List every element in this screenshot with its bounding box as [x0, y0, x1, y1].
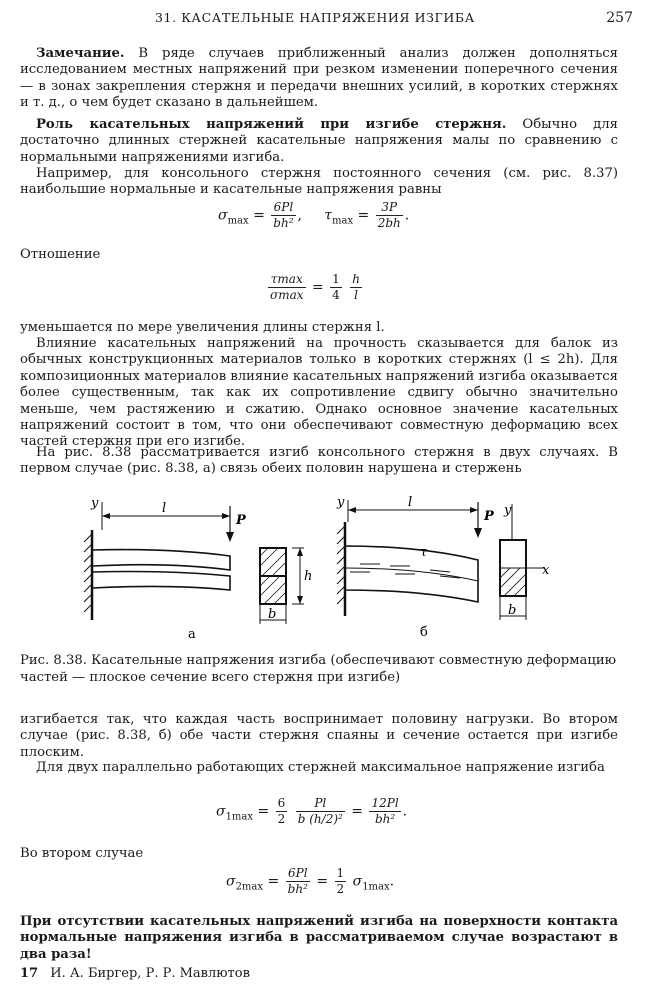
- force-label-b: P: [484, 509, 494, 524]
- signature-number: 17: [20, 966, 39, 981]
- case-b-diagram: [336, 495, 550, 640]
- ratio-label: Отношение: [20, 247, 101, 262]
- length-label-a: l: [162, 501, 167, 516]
- width-label-b: b: [508, 603, 517, 618]
- formula-ratio: τmax σmax = $\frac{1}{4}$ $\frac{h}{l}$: [270, 272, 360, 302]
- paragraph-figure-ref: На рис. 8.38 рассматривается изгиб консольного стержня в двух случаях. В первом случае (рис. 8.38, а) связь обеих половин нарушена и стержень: [20, 445, 618, 477]
- footer: [20, 966, 250, 981]
- formula-sigma2: $\sigma_{2max}$ = $\frac{6Pl}{\text{bh²}}$ = $\frac{1}{2}$ $\sigma_{1max}$.: [226, 866, 395, 896]
- paragraph-example: Например, для консольного стержня постоянного сечения (см. рис. 8.37) наибольшие нормальные и касательные напряжения равны: [20, 166, 618, 198]
- y-axis-label-a: y: [91, 496, 99, 511]
- paragraph-parallel: Для двух параллельно работающих стержней максимальное напряжение изгиба: [36, 760, 605, 775]
- width-label-a: b: [268, 607, 277, 622]
- paragraph-decreases: уменьшается по мере увеличения длины стержня l.: [20, 320, 385, 335]
- role-text: Обычно для достаточно длинных стержней касательные напряжения малы по сравнению с нормальными напряжениями изгиба.: [20, 117, 618, 165]
- length-label-b: l: [408, 495, 413, 510]
- case-label-b: б: [420, 625, 428, 640]
- role-paragraph: [20, 117, 618, 166]
- y-axis-label-b2: y: [504, 503, 512, 518]
- case-a-diagram: [84, 496, 312, 640]
- authors: И. А. Биргер, Р. Р. Мавлютов: [50, 966, 250, 981]
- role-label: Роль касательных напряжений при изгибе стержня.: [36, 117, 507, 132]
- remark-paragraph: [20, 46, 618, 112]
- running-header: [0, 10, 655, 30]
- remark-label: Замечание.: [36, 46, 125, 61]
- formula-max-stresses: $\sigma_{max}$ = $\frac{6Pl}{\text{bh²}}$ , $\tau_{max}$ = $\frac{3P}{2bh}$ .: [218, 200, 410, 230]
- section-title: 31. КАСАТЕЛЬНЫЕ НАПРЯЖЕНИЯ ИЗГИБА: [155, 10, 475, 25]
- remark-text: В ряде случаев приближенный анализ должен дополняться исследованием местных напряжений при резком изменении поперечного сечения — в зонах закрепления стержня и передачи внешних усилий, в коротких стержнях и т. д., о чем будет сказано в дальнейшем.: [20, 46, 618, 111]
- tau-label: τ: [420, 545, 428, 560]
- figure-caption: Рис. 8.38. Касательные напряжения изгиба (обеспечивают совместную деформацию частей — плоское сечение всего стержня при изгибе): [20, 653, 617, 685]
- height-label-a: h: [304, 569, 313, 584]
- paragraph-bends: изгибается так, что каждая часть воспринимает половину нагрузки. Во втором случае (рис. 8.38, б) обе части стержня спаяны и сечение остается при изгибе плоским.: [20, 712, 618, 760]
- conclusion-paragraph: При отсутствии касательных напряжений изгиба на поверхности контакта нормальные напряжения изгиба в рассматриваемом случае возрастают в два раза!: [20, 914, 618, 962]
- formula-sigma1: $\sigma_{1max}$ = $\frac{6}{2}$ $\frac{Pl}{\text{b (h/2)²}}$ = $\frac{12Pl}{\text{bh²}}$ .: [216, 796, 408, 826]
- figure-8-38: [80, 490, 570, 640]
- page-number: 257: [606, 10, 633, 26]
- x-axis-label-b: x: [542, 563, 550, 578]
- y-axis-label-b: y: [337, 495, 345, 510]
- case-label-a: а: [188, 627, 196, 640]
- second-case-label: Во втором случае: [20, 846, 144, 861]
- force-label-a: P: [236, 513, 246, 528]
- paragraph-influence: Влияние касательных напряжений на прочность сказывается для балок из обычных конструкционных материалов только в коротких стержнях (l ≤ 2h). Для композиционных материалов влияние касательных напряжений изгиба оказывается более существенным, так как их сопротивление сдвигу обычно значительно меньше, чем растяжению и сжатию. Однако основное значение касательных напряжений состоит в том, что они обеспечивают совместную деформацию всех частей стержня при его изгибе.: [20, 336, 618, 450]
